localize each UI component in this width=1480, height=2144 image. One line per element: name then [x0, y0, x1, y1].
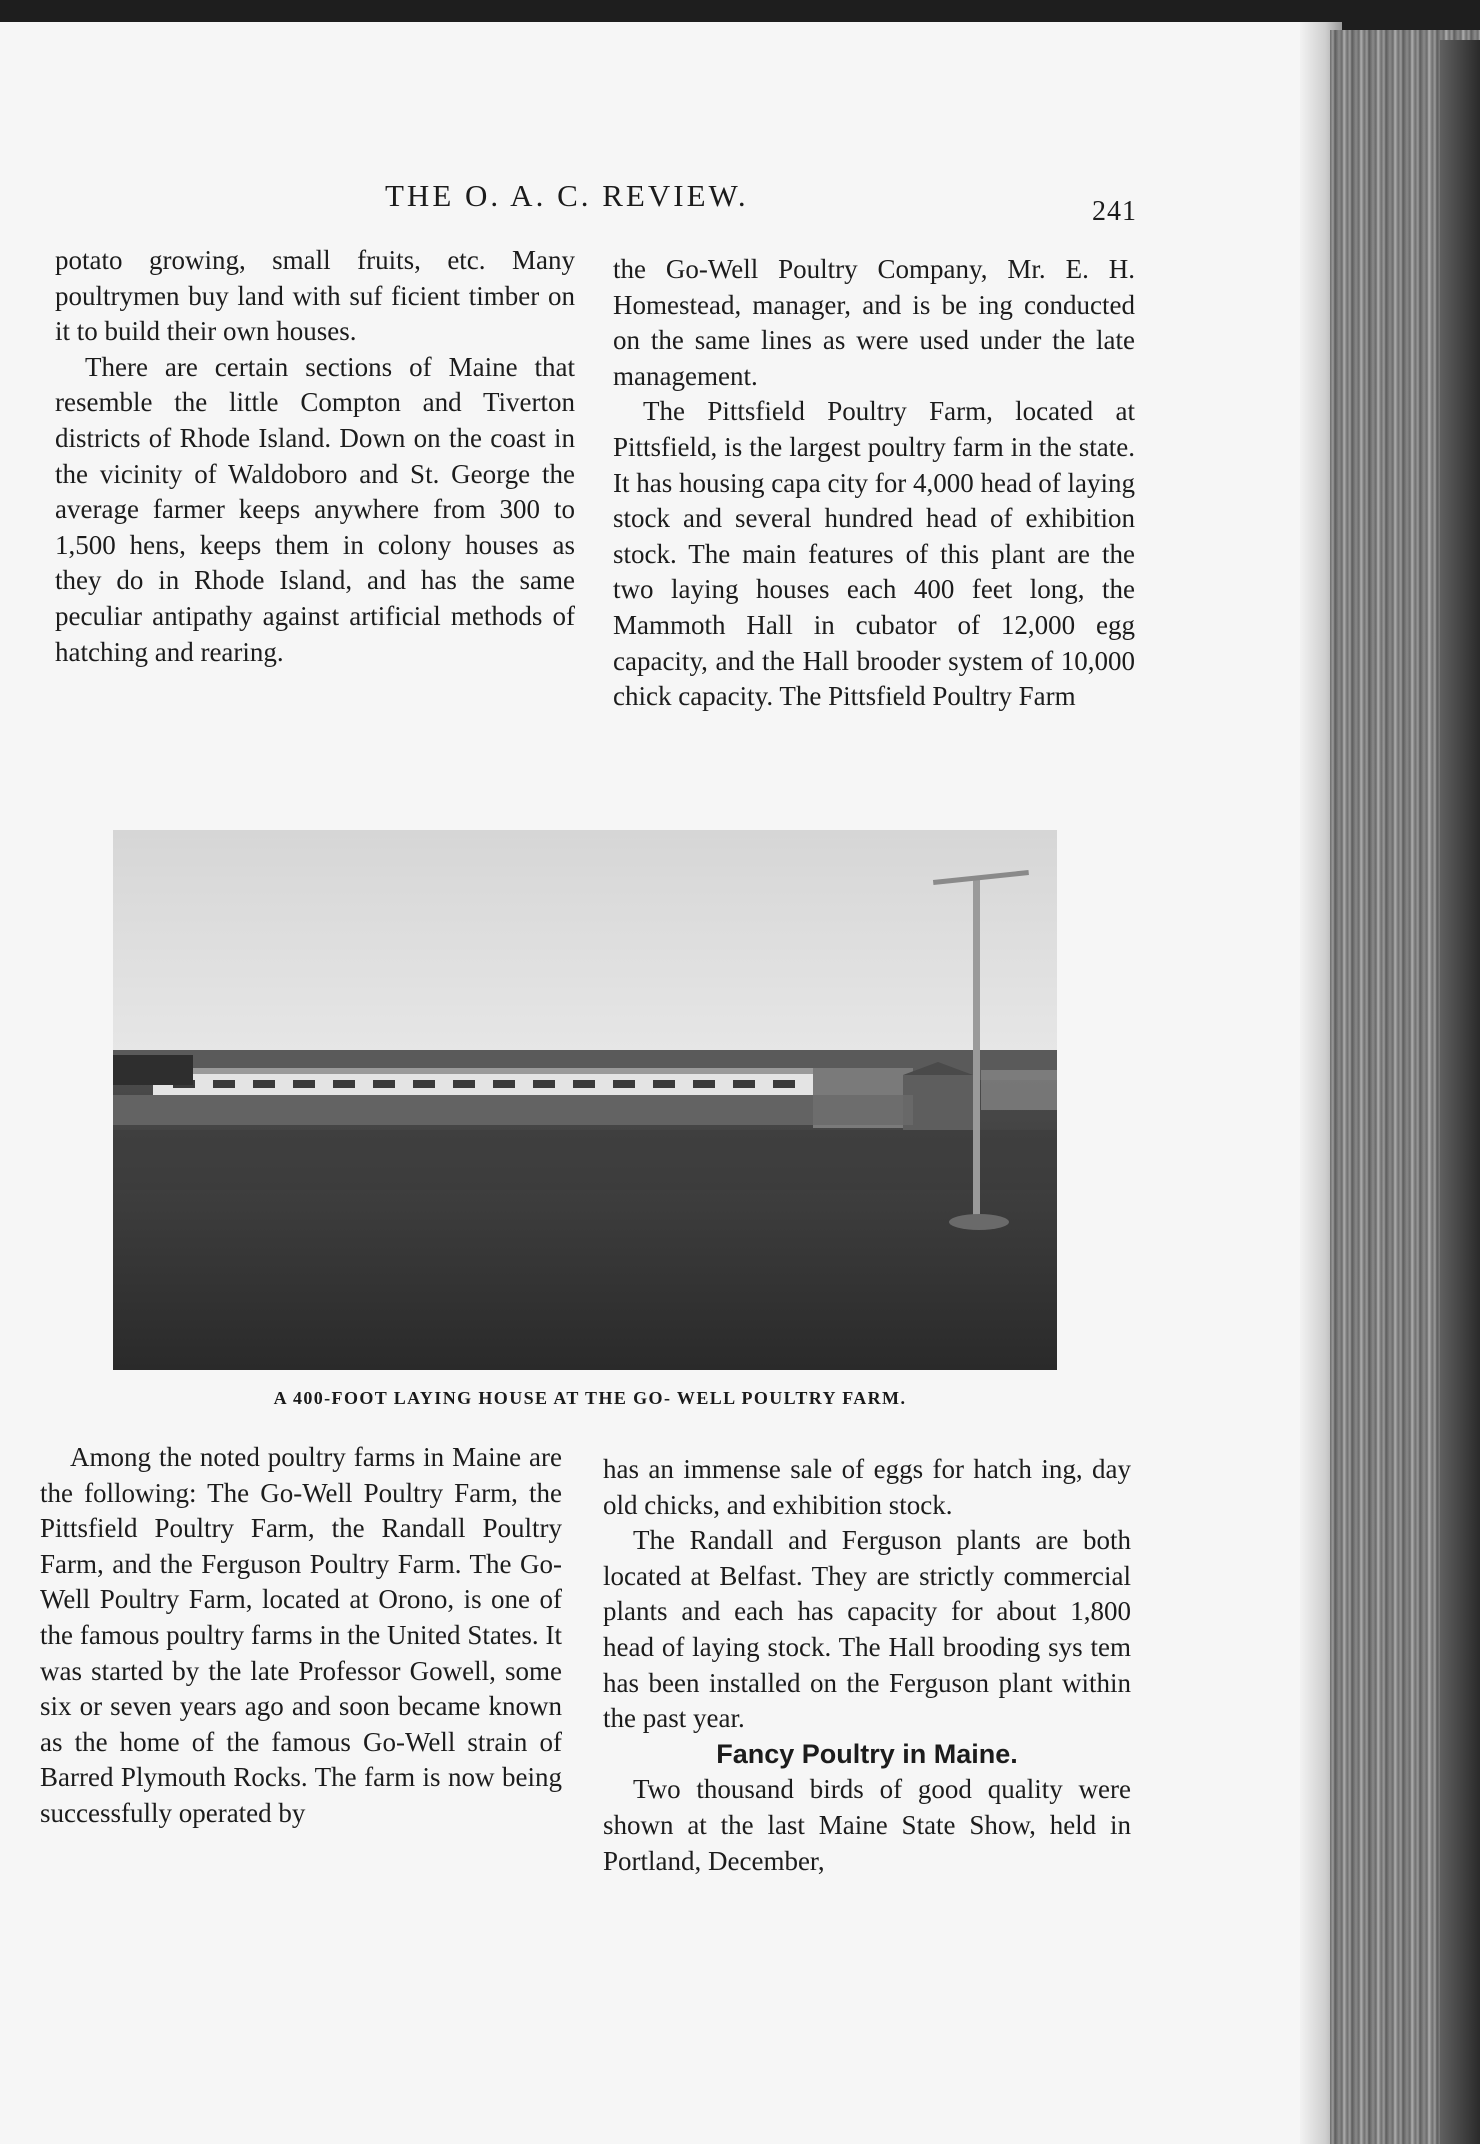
- paragraph: potato growing, small fruits, etc. Many poultrymen buy land with suf ficient timber on it to build their own houses.: [55, 245, 575, 347]
- laying-house-photograph: [113, 830, 1057, 1370]
- paragraph: the Go-Well Poultry Company, Mr. E. H. Homestead, manager, and is be ing conducted on the same lines as were used under the late management.: [613, 254, 1135, 391]
- column-top-right: [613, 252, 1135, 715]
- paragraph: has an immense sale of eggs for hatch ing, day old chicks, and exhibition stock.: [603, 1454, 1131, 1520]
- paragraph: There are certain sections of Maine that resemble the little Compton and Tiverton districts of Rhode Island. Down on the coast in the vicinity of Waldoboro and St. George the average farmer keeps anywhere from 300 to 1,500 hens, keeps them in colony houses as they do in Rhode Island, and has the same peculiar antipathy against artificial methods of hatching and rearing.: [55, 351, 575, 667]
- figure-caption: A 400-FOOT LAYING HOUSE AT THE GO- WELL POULTRY FARM.: [273, 1388, 907, 1408]
- page-number: 241: [1092, 196, 1137, 227]
- paragraph: The Randall and Ferguson plants are both located at Belfast. They are strictly commercial plants and each has capacity for about 1,800 head of laying stock. The Hall brooding sys tem has been installed on the Ferguson plant within the past year.: [603, 1525, 1131, 1734]
- running-header: THE O. A. C. REVIEW.: [385, 178, 749, 213]
- column-bottom-right: [603, 1452, 1131, 1879]
- book-spine: [1440, 40, 1480, 2144]
- section-subheading: Fancy Poultry in Maine.: [716, 1738, 1018, 1769]
- paragraph: Two thousand birds of good quality were shown at the last Maine State Show, held in Portland, December,: [603, 1774, 1131, 1876]
- column-top-left: [55, 243, 575, 670]
- paragraph: Among the noted poultry farms in Maine are the following: The Go-Well Poultry Farm, the Pittsfield Poultry Farm, the Randall Poultry Farm, and the Ferguson Poultry Farm. The Go-Well Poultry Farm, located at Orono, is one of the famous poultry farms in the United States. It was started by the late Professor Gowell, some six or seven years ago and soon became known as the home of the famous Go-Well strain of Barred Plymouth Rocks. The farm is now being successfully operated by: [40, 1442, 562, 1828]
- column-bottom-left: [40, 1440, 562, 1832]
- photo-illustration: [113, 830, 1057, 1370]
- paragraph: The Pittsfield Poultry Farm, located at Pittsfield, is the largest poultry farm in the state. It has housing capa city for 4,000 head of laying stock and several hundred head of exhibition stock. The main features of this plant are the two laying houses each 400 feet long, the Mammoth Hall in cubator of 12,000 egg capacity, and the Hall brooder system of 10,000 chick capacity. The Pittsfield Poultry Farm: [613, 396, 1135, 712]
